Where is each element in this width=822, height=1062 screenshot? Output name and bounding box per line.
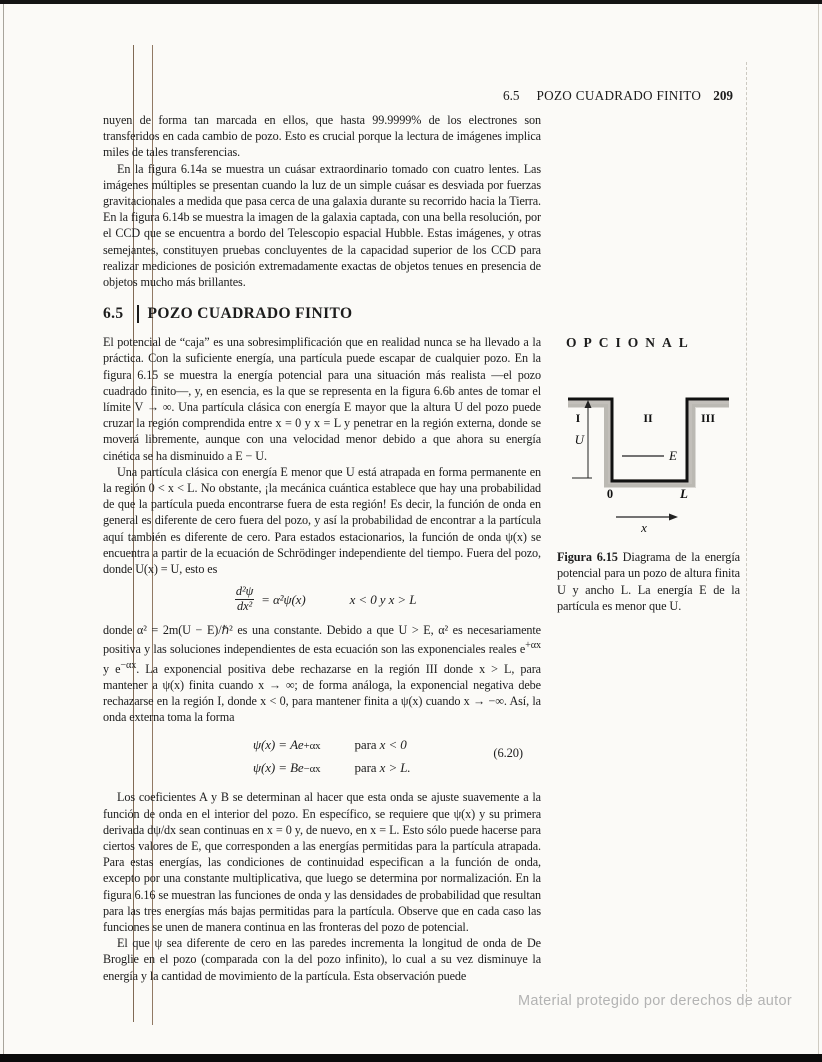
x-axis-arrowhead [669,514,678,521]
running-head-page-number: 209 [713,88,733,103]
figure-caption-label: Figura 6.15 [557,550,618,564]
equation-fraction [235,585,254,614]
equation-line2-condition [355,757,411,778]
scan-dashed-line [746,62,747,1007]
running-head-section-number: 6.5 [503,88,520,103]
equation-line1-condition [355,734,407,755]
section-heading-rule [137,305,139,323]
exponent-negative: −αx [120,659,137,671]
paragraph-box-potential: El potencial de “caja” es una sobresimplificación que en realidad nunca se ha llevado a la práctica. Con la suficiente energía, una partícula puede escapar de cualquier pozo. En la figura 6.15 se muestra la energía potencial para una situación más realista —el pozo cuadrado finito—, y, en esencia, es la que se representa en la figura 6.6b antes de tomar el límite V → ∞. Una partícula clásica con energía E mayor que la altura U del pozo puede cruzar la región comprendida entre x = 0 y x = L y penetrar en la región externa, donde se moverá libremente, aunque con una velocidad menor debido a que ahora su energía cinética se ha disminuido a E − U. [103,335,541,463]
well-depth-label: U [574,432,584,447]
equation-number: (6.20) [493,746,523,761]
equation-line2-condition-expr: x > L. [379,760,411,776]
running-head-section-title: POZO CUADRADO FINITO [536,88,702,103]
section-heading-number: 6.5 [103,305,124,323]
region-label-ii: II [643,411,653,425]
equation-fraction-numerator: d²ψ [235,584,254,599]
paragraph-exponentials-part2: y e [103,661,121,676]
section-heading [103,305,541,323]
paragraph-coefficients: Los coeficientes A y B se determinan al hacer que esta onda se ajuste suavemente a la función de onda en el interior del pozo. En específico, se requiere que ψ(x) y su primera derivada dψ/dx sean continuas en x = 0 y, de nuevo, en x = L. Esto sólo puede hacerse para ciertos valores de E, que corresponden a las energías permitidas para la partícula atrapada. Para estas energías, las condiciones de continuidad especifican a la función de onda, excepto por una constante multiplicativa, que luego se determina por normalización. En la figura 6.16 se muestran las funciones de onda y las densidades de probabilidad que resultan para las tres energías más bajas permitidas para la partícula. Observe que en cada caso las funciones se unen de manera continua en las fronteras del pozo de potencial. [103,790,541,935]
paragraph-quasar: En la figura 6.14a se muestra un cuásar extraordinario tomado con cuatro lentes. Las imágenes múltiples se presentan cuando la luz de un simple cuásar es desviada por fuerzas gravitacionales a medida que pasa cerca de una galaxia durante su recorrido hacia la Tierra. En la figura 6.14b se muestra la imagen de la galaxia captada, con una bella resolución, por el CCD que se encuentra a bordo del Telescopio espacial Hubble. Estas imágenes, y otras semejantes, constituyen pruebas concluyentes de la capacidad superior de los CCD para realizar mediciones de posición extremadamente exactas de objetos tenues en presencia de objetos mucho más brillantes. [103,161,541,290]
scan-left-edge [3,4,4,1054]
figure-6-15 [558,386,733,536]
figure-caption-text: Diagrama de la energía potencial para un pozo de altura finita U y ancho L. La energía E de la partícula es menor que U. [557,550,740,613]
paragraph-trapped-particle: Una partícula clásica con energía E menor que U está atrapada en forma permanente en la región 0 < x < L. No obstante, ¡la mecánica cuántica establece que hay una probabilidad de que la partícula pueda encontrarse fuera de esta región! Es decir, la función de onda en general es diferente de cero fuera del pozo, y así la probabilidad de encontrar a la partícula aquí también es diferente de cero. Para estados estacionarios, la función de onda ψ(x) se encuentra a partir de la ecuación de Schrödinger independiente del tiempo. Fuera del pozo, donde U(x) = U, esto es [103,464,541,577]
energy-label: E [669,448,677,463]
equation-schrodinger-outside [103,585,541,614]
paragraph-continuation: nuyen de forma tan marcada en ellos, que hasta 99.9999% de los electrones son transferidos en cada cambio de pozo. Esto es crucial porque la lectura de imágenes implica miles de tales transferencias. [103,113,541,160]
scan-right-edge [818,4,819,1054]
paragraph-exponentials-part3: . La exponencial positiva debe rechazarse en la región III donde x > L, para mantener a ψ(x) finita cuando x → ∞; de forma análoga, la exponencial negativa debe rechazarse en la región I, donde x < 0, para mantener finita a ψ(x) cuando x → −∞. Así, la onda externa toma la forma [103,661,541,725]
x-axis-label: x [641,520,647,535]
optional-label: OPCIONAL [566,335,695,350]
paragraph-exponentials-part1: donde α² = 2m(U − E)/ℏ² es una constante. Debido a que U > E, α² es necesariamente positiva y las soluciones independientes de esta ecuación son las exponenciales reales e [103,623,541,657]
exponent-positive: +αx [525,640,541,652]
paragraph-exponentials [103,622,541,725]
running-head [503,88,733,104]
equation-6-20-line1 [103,734,541,757]
equation-condition: x < 0 y x > L [349,591,417,607]
equation-6-20 [103,734,541,780]
region-label-i: I [575,411,581,425]
section-heading-title: POZO CUADRADO FINITO [147,305,353,323]
equation-line1-condition-word: para [354,737,377,753]
equation-6-20-line2 [103,757,541,780]
figure-caption [557,549,740,614]
equation-line1-lhs: ψ(x) = Ae [253,737,304,753]
equation-line2-condition-word: para [354,760,377,776]
equation-rhs: = α²ψ(x) [261,591,306,607]
main-text-column [103,112,541,984]
well-width-label: L [680,486,688,501]
region-label-iii: III [700,411,716,425]
equation-line1-exponent: +αx [303,740,321,753]
equation-fraction-denominator: dx² [237,599,253,614]
scan-bottom-bar [0,1054,822,1062]
paragraph-de-broglie: El que ψ sea diferente de cero en las paredes incrementa la longitud de onda de De Broglie en el pozo (comparada con la del pozo infinito), lo cual a su vez disminuye la energía y la cantidad de movimiento de la partícula. Esta observación puede [103,936,541,983]
equation-line2-lhs: ψ(x) = Be [253,760,304,776]
equation-line1-condition-expr: x < 0 [379,737,407,753]
origin-label: 0 [606,487,614,501]
equation-line2-exponent: −αx [303,763,321,776]
copyright-watermark: Material protegido por derechos de autor [518,993,792,1009]
potential-well-diagram [558,386,733,536]
scan-top-bar [0,0,822,4]
